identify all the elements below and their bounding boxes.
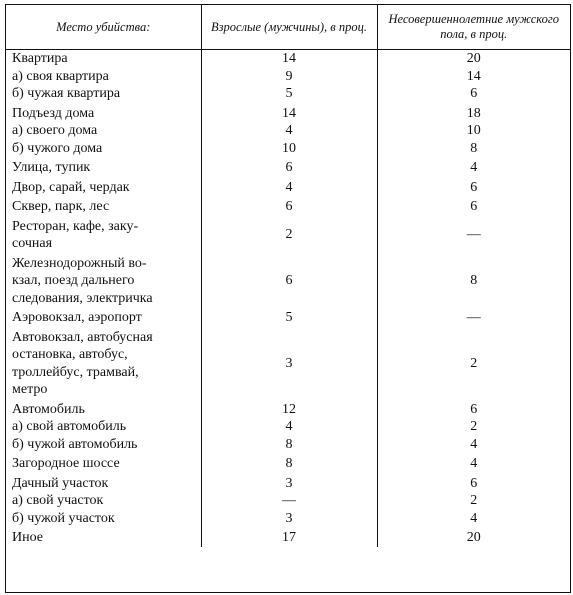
place-cell <box>6 157 201 177</box>
table-row <box>6 253 570 308</box>
place-line: б) чужой автомобиль <box>12 436 138 452</box>
minor-percent-value: 6 <box>470 199 478 214</box>
adult-percent-cell <box>201 157 377 177</box>
minor-percent-value: 4 <box>470 160 478 175</box>
place-cell <box>6 399 201 454</box>
minor-percent-cell <box>377 216 570 253</box>
place-line: сочная <box>12 236 53 251</box>
place-line: Аэровокзал, аэропорт <box>12 310 142 325</box>
minor-percent-cell <box>377 473 570 528</box>
minor-percent-cell <box>377 196 570 216</box>
minor-percent-value: 8 <box>470 140 478 156</box>
adult-percent-value: 4 <box>285 419 293 434</box>
place-line: Улица, тупик <box>12 160 91 175</box>
table-row <box>6 177 570 197</box>
table-row <box>6 103 570 158</box>
place-line: Иное <box>12 530 43 545</box>
table-row <box>6 157 570 177</box>
place-cell <box>6 216 201 253</box>
minor-percent-cell <box>377 177 570 197</box>
minor-percent-value: 20 <box>466 51 481 66</box>
minor-percent-value: 2 <box>470 493 478 508</box>
adult-percent-value: 8 <box>285 436 293 452</box>
place-line: а) своя квартира <box>12 68 109 84</box>
adult-percent-cell <box>201 253 377 308</box>
header-place: Место убийства: <box>6 5 201 50</box>
place-cell <box>6 307 201 327</box>
minor-percent-cell <box>377 399 570 454</box>
place-cell <box>6 50 201 103</box>
table-row <box>6 453 570 473</box>
table-row <box>6 216 570 253</box>
place-line: остановка, автобус, <box>12 347 128 362</box>
adult-percent-value: 14 <box>282 105 296 121</box>
place-line: Автовокзал, автобусная <box>12 329 153 345</box>
adult-percent-cell <box>201 327 377 399</box>
minor-percent-value: 4 <box>470 510 478 526</box>
minor-percent-value: 18 <box>466 105 481 121</box>
adult-percent-cell <box>201 103 377 158</box>
minor-percent-value: 2 <box>470 419 478 434</box>
minor-percent-value: 14 <box>466 68 481 84</box>
adult-percent-value: 3 <box>285 510 293 526</box>
minor-percent-cell <box>377 527 570 547</box>
place-line: Автомобиль <box>12 401 85 417</box>
place-cell <box>6 196 201 216</box>
minor-percent-value: 6 <box>470 179 478 195</box>
adult-percent-cell <box>201 196 377 216</box>
adult-percent-value: 5 <box>285 310 293 325</box>
murder-location-table <box>6 5 570 547</box>
minor-percent-cell <box>377 327 570 399</box>
place-line: Двор, сарай, чердак <box>12 179 130 195</box>
adult-percent-value: 4 <box>285 179 293 195</box>
minor-percent-cell <box>377 103 570 158</box>
adult-percent-value: 9 <box>285 68 293 84</box>
place-line: Подъезд дома <box>12 105 95 121</box>
minor-percent-cell <box>377 307 570 327</box>
minor-percent-value: 2 <box>470 355 478 371</box>
place-cell <box>6 253 201 308</box>
adult-percent-cell <box>201 527 377 547</box>
header-minor-males: Несовершеннолетние мужского пола, в проц. <box>377 5 570 50</box>
header-adult-men: Взрослые (мужчины), в проц. <box>201 5 377 50</box>
table-row <box>6 399 570 454</box>
place-line: Железнодорожный во- <box>12 255 147 271</box>
table-row <box>6 527 570 547</box>
place-line: следования, электричка <box>12 290 153 306</box>
adult-percent-cell <box>201 50 377 103</box>
adult-percent-value: 4 <box>285 123 293 138</box>
minor-percent-value: 20 <box>466 530 481 545</box>
adult-percent-value: 14 <box>282 51 296 66</box>
minor-percent-value: 8 <box>470 273 478 288</box>
place-line: Ресторан, кафе, заку- <box>12 218 139 234</box>
adult-percent-value: 17 <box>282 530 296 545</box>
adult-percent-cell <box>201 453 377 473</box>
adult-percent-cell <box>201 216 377 253</box>
adult-percent-value: — <box>282 493 296 508</box>
place-line: б) чужой участок <box>12 510 115 526</box>
minor-percent-value: 6 <box>470 86 478 101</box>
adult-percent-value: 6 <box>285 199 293 214</box>
table-row <box>6 307 570 327</box>
adult-percent-value: 8 <box>285 456 293 471</box>
adult-percent-value: 6 <box>285 160 293 175</box>
place-line: а) свой участок <box>12 493 104 508</box>
place-cell <box>6 453 201 473</box>
adult-percent-cell <box>201 307 377 327</box>
adult-percent-value: 6 <box>285 273 293 288</box>
place-line: кзал, поезд дальнего <box>12 273 135 288</box>
adult-percent-cell <box>201 399 377 454</box>
minor-percent-value: 6 <box>470 401 478 417</box>
place-cell <box>6 103 201 158</box>
place-line: б) чужого дома <box>12 140 103 156</box>
place-line: Сквер, парк, лес <box>12 199 110 214</box>
place-line: б) чужая квартира <box>12 86 121 101</box>
adult-percent-cell <box>201 177 377 197</box>
minor-percent-value: 4 <box>470 456 478 471</box>
minor-percent-value: — <box>466 227 481 243</box>
place-cell <box>6 327 201 399</box>
adult-percent-value: 2 <box>285 227 293 243</box>
minor-percent-value: — <box>466 310 481 325</box>
minor-percent-value: 6 <box>470 475 478 491</box>
header-row <box>6 5 570 50</box>
place-line: Квартира <box>12 51 68 66</box>
table-row <box>6 50 570 103</box>
minor-percent-value: 10 <box>466 123 481 138</box>
place-line: а) свой автомобиль <box>12 419 127 434</box>
adult-percent-value: 3 <box>285 355 293 371</box>
place-line: Загородное шоссе <box>12 456 120 471</box>
place-cell <box>6 527 201 547</box>
table-row <box>6 473 570 528</box>
minor-percent-cell <box>377 453 570 473</box>
minor-percent-cell <box>377 253 570 308</box>
table-row <box>6 196 570 216</box>
adult-percent-value: 5 <box>285 86 293 101</box>
place-line: метро <box>12 382 48 397</box>
data-table-frame <box>5 4 571 593</box>
place-line: а) своего дома <box>12 123 98 138</box>
place-line: Дачный участок <box>12 475 109 491</box>
adult-percent-value: 10 <box>282 140 296 156</box>
place-cell <box>6 473 201 528</box>
place-line: троллейбус, трамвай, <box>12 364 139 380</box>
table-body <box>6 50 570 547</box>
adult-percent-value: 12 <box>282 401 296 417</box>
adult-percent-cell <box>201 473 377 528</box>
adult-percent-value: 3 <box>285 475 293 491</box>
table-row <box>6 327 570 399</box>
minor-percent-cell <box>377 157 570 177</box>
minor-percent-cell <box>377 50 570 103</box>
place-cell <box>6 177 201 197</box>
minor-percent-value: 4 <box>470 436 478 452</box>
